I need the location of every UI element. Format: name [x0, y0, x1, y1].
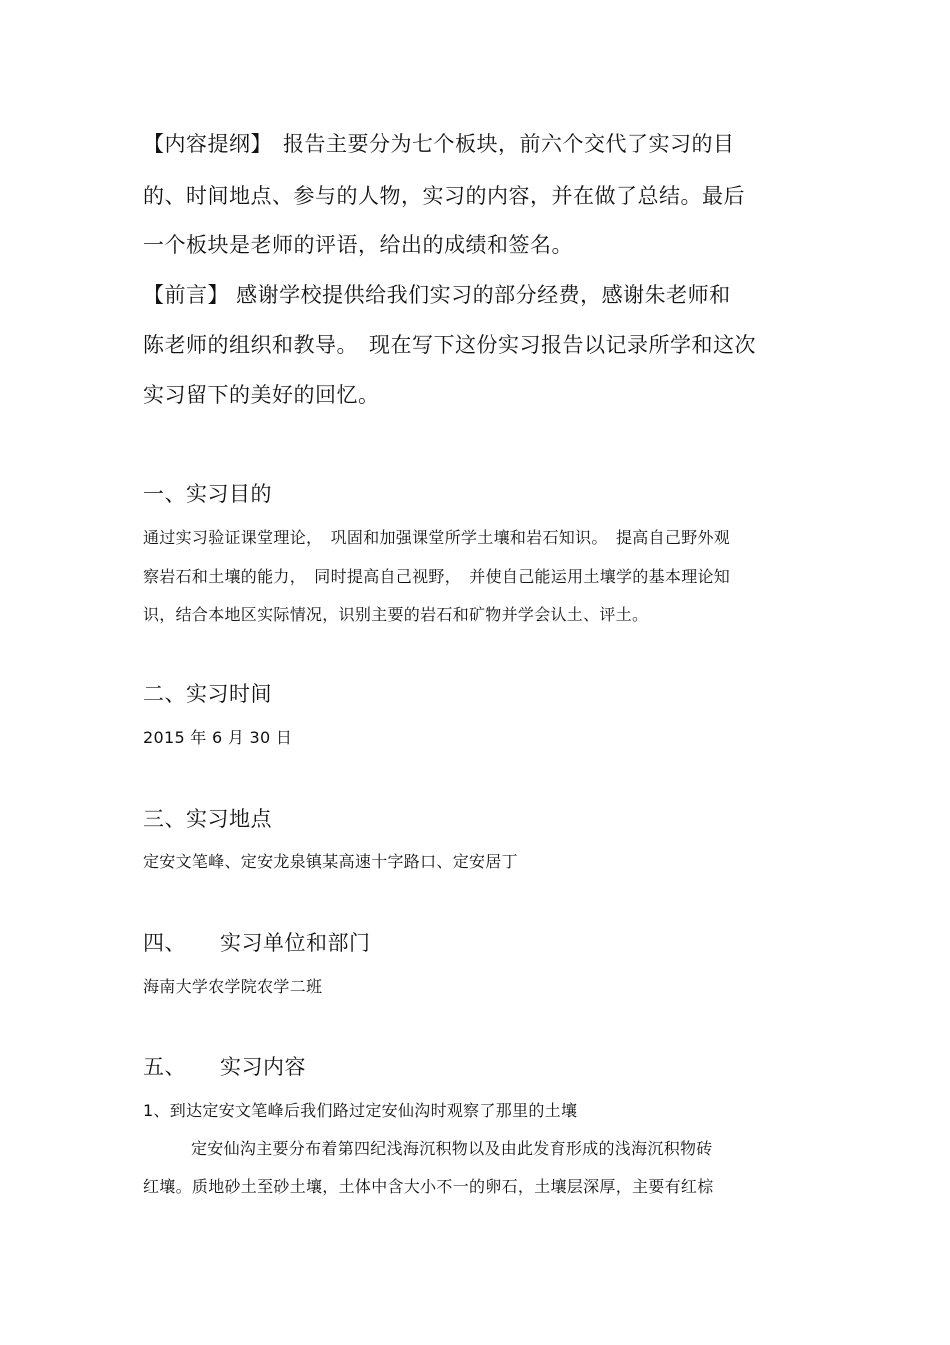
summary-line-2: 的、时间地点、参与的人物，实习的内容，并在做了总结。最后: [143, 184, 745, 208]
preface-line-1: 【前言】 感谢学校提供给我们实习的部分经费，感谢朱老师和: [143, 283, 731, 307]
preface-line-2: 陈老师的组织和教导。 现在写下这份实习报告以记录所学和这次: [143, 333, 756, 357]
section-heading-content-title: 实习内容: [220, 1055, 306, 1079]
content-item1-title: 1、到达定安文笔峰后我们路过定安仙沟时观察了那里的土壤: [143, 1101, 578, 1120]
summary-line-3: 一个板块是老师的评语，给出的成绩和签名。: [143, 233, 573, 257]
unit-text: 海南大学农学院农学二班: [143, 977, 323, 996]
section-heading-content-number: 五、: [143, 1055, 186, 1079]
content-item1-line-1: 定安仙沟主要分布着第四纪浅海沉积物以及由此发育形成的浅海沉积物砖: [191, 1139, 713, 1158]
purpose-line-1: 通过实习验证课堂理论， 巩固和加强课堂所学土壤和岩石知识。 提高自己野外观: [143, 528, 731, 547]
preface-line-3: 实习留下的美好的回忆。: [143, 383, 380, 407]
section-heading-location: 三、实习地点: [143, 807, 272, 831]
section-heading-purpose: 一、实习目的: [143, 482, 272, 506]
purpose-line-2: 察岩石和土壤的能力， 同时提高自己视野， 并使自己能运用土壤学的基本理论知: [143, 567, 731, 586]
section-heading-unit-title: 实习单位和部门: [220, 931, 371, 955]
section-heading-time: 二、实习时间: [143, 682, 272, 706]
summary-line-1: 【内容提纲】 报告主要分为七个板块，前六个交代了实习的目: [143, 132, 735, 156]
time-text: 2015 年 6 月 30 日: [143, 728, 293, 747]
section-heading-unit-number: 四、: [143, 931, 186, 955]
location-text: 定安文笔峰、定安龙泉镇某高速十字路口、定安居丁: [143, 852, 518, 871]
content-item1-line-2: 红壤。质地砂土至砂土壤，土体中含大小不一的卵石，土壤层深厚，主要有红棕: [143, 1177, 714, 1196]
purpose-line-3: 识，结合本地区实际情况，识别主要的岩石和矿物并学会认土、评土。: [143, 605, 649, 624]
